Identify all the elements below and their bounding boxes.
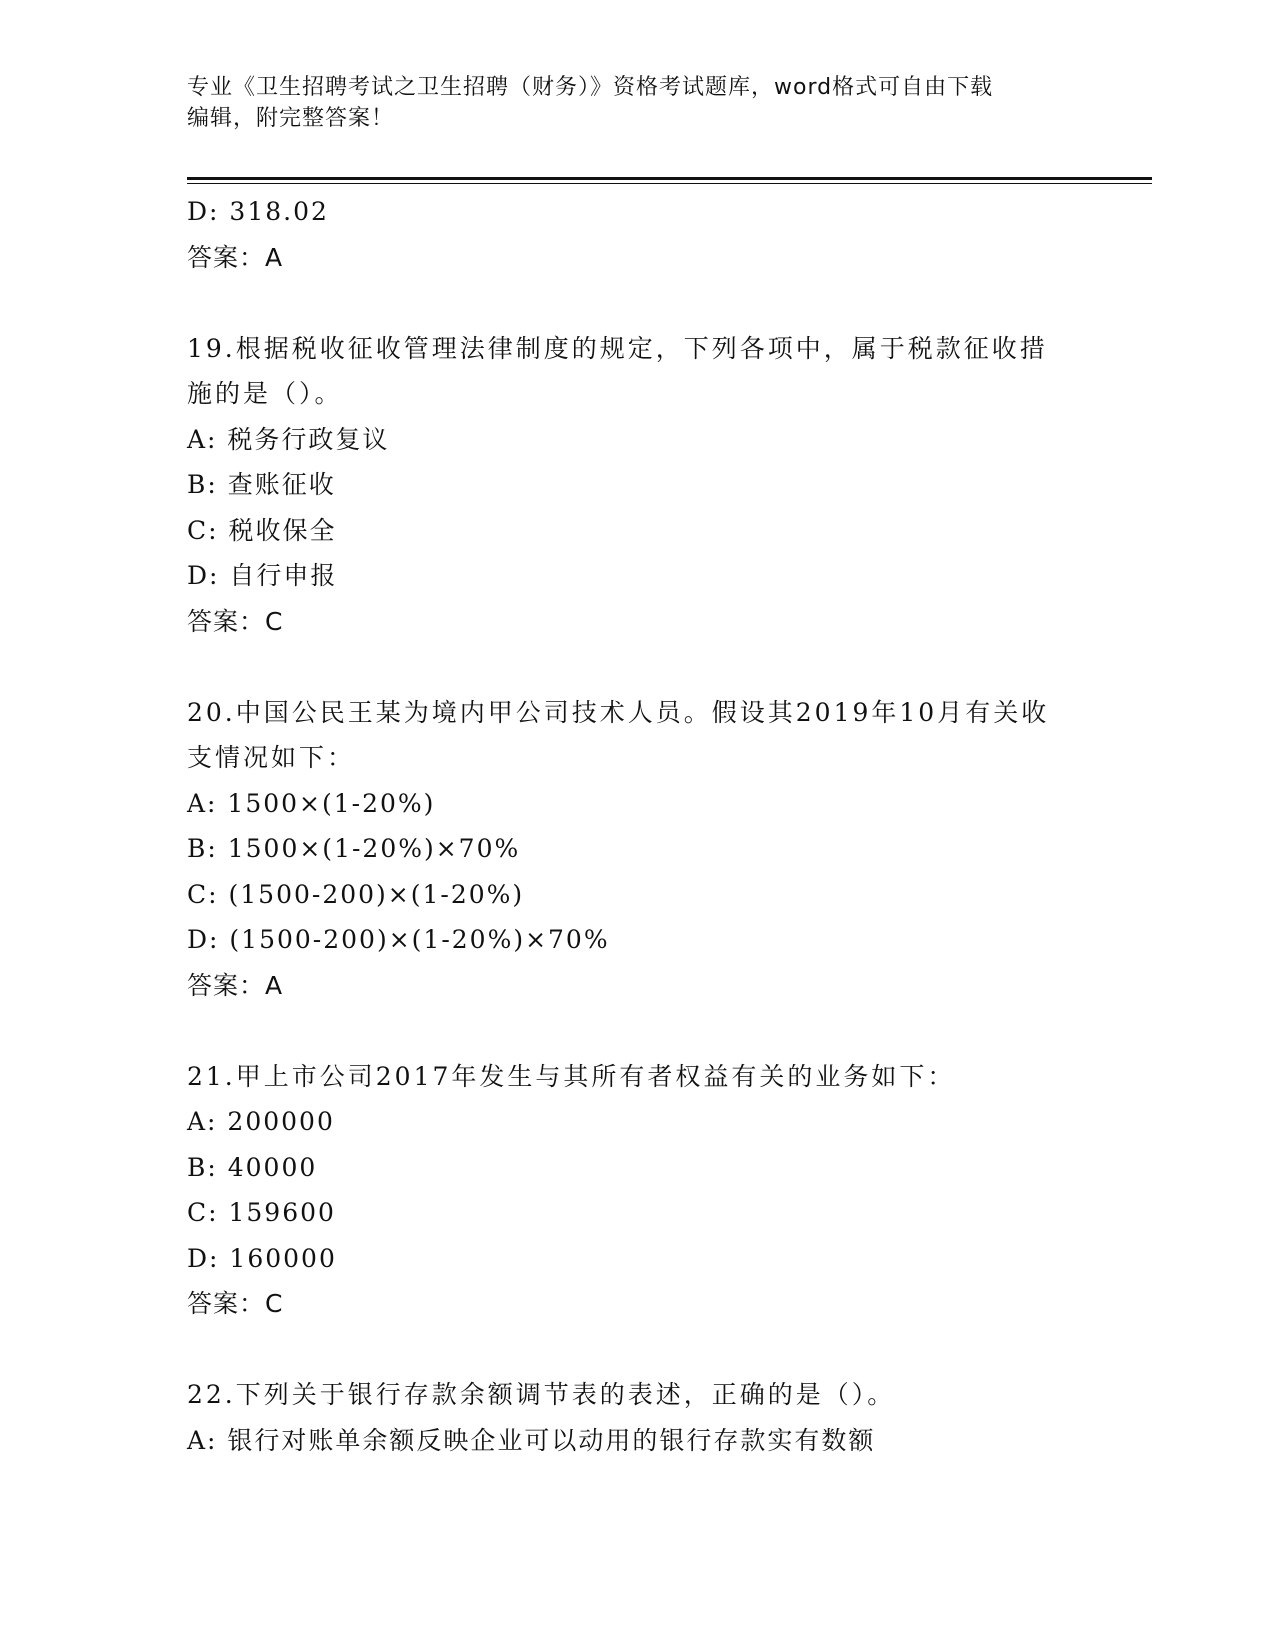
question-19-answer: 答案：C: [187, 606, 284, 636]
question-21-option-a: A: 200000: [187, 1107, 335, 1136]
question-22-stem-line-1: 22.下列关于银行存款余额调节表的表述，正确的是（）。: [187, 1380, 896, 1409]
question-19-option-d: D: 自行申报: [187, 561, 338, 590]
question-20-option-b: B: 1500×(1-20%)×70%: [187, 834, 521, 863]
question-19-option-a: A: 税务行政复议: [187, 424, 390, 454]
spacer: [187, 644, 1087, 690]
question-21-answer: 答案：C: [187, 1289, 284, 1318]
question-20-option-c: C: (1500-200)×(1-20%): [187, 879, 525, 909]
question-19-stem-line-1: 19.根据税收征收管理法律制度的规定，下列各项中，属于税款征收措: [187, 333, 1048, 363]
question-21-option-b: B: 40000: [187, 1152, 318, 1182]
question-22-option-a: A: 银行对账单余额反映企业可以动用的银行存款实有数额: [187, 1425, 876, 1455]
prev-answer: 答案：A: [187, 242, 284, 272]
spacer: [187, 280, 1087, 326]
question-19-option-b: B: 查账征收: [187, 470, 336, 499]
spacer: [187, 1327, 1087, 1373]
spacer: [187, 1008, 1087, 1054]
header-divider-thick: [187, 177, 1152, 180]
question-19-option-c: C: 税收保全: [187, 515, 337, 545]
question-20-option-a: A: 1500×(1-20%): [187, 788, 436, 818]
question-20-answer: 答案：A: [187, 970, 284, 1000]
question-21-option-d: D: 160000: [187, 1243, 337, 1273]
question-20-stem-line-2: 支情况如下：: [187, 743, 356, 772]
header-line-1: 专业《卫生招聘考试之卫生招聘（财务）》资格考试题库，word格式可自由下载: [187, 75, 994, 100]
question-20-option-d: D: (1500-200)×(1-20%)×70%: [187, 925, 610, 954]
question-21-option-c: C: 159600: [187, 1198, 336, 1227]
prev-option-d: D: 318.02: [187, 197, 329, 226]
header-divider-thin: [187, 183, 1152, 184]
document-header: [187, 72, 1087, 134]
question-21-stem-line-1: 21.甲上市公司2017年发生与其所有者权益有关的业务如下：: [187, 1061, 956, 1091]
question-19-stem-line-2: 施的是（）。: [187, 379, 343, 408]
question-20-stem-line-1: 20.中国公民王某为境内甲公司技术人员。假设其2019年10月有关收: [187, 697, 1050, 727]
question-list: [187, 189, 1087, 1463]
header-line-2: 编辑，附完整答案！: [187, 106, 395, 131]
